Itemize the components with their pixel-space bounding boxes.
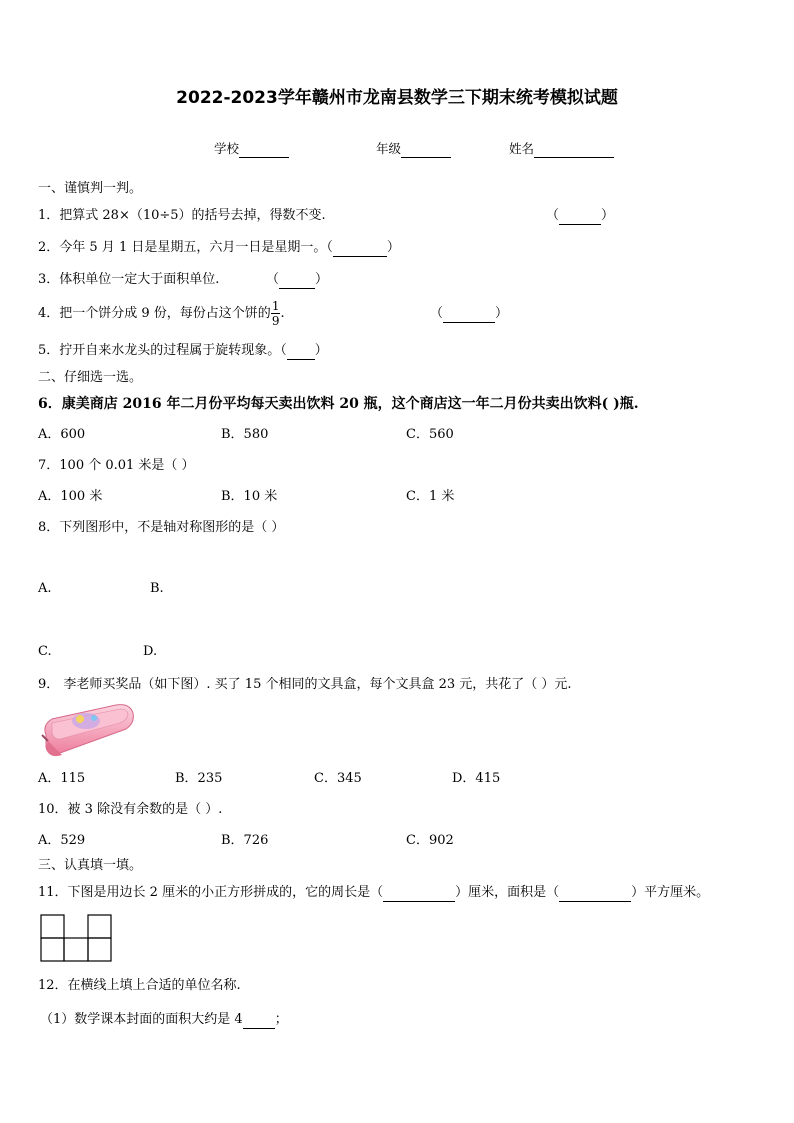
question-11 — [38, 884, 709, 902]
school-blank[interactable] — [239, 143, 289, 158]
option-b[interactable]: B．580 — [221, 427, 269, 442]
name-field — [509, 140, 614, 158]
pencil-case-image — [38, 701, 136, 759]
question-12: 12．在横线上填上合适的单位名称. — [38, 978, 241, 993]
paren-left: （ — [430, 306, 444, 321]
question-11-text-mid: ）厘米，面积是（ — [455, 885, 560, 900]
question-4-text: 4．把一个饼分成 9 份，每份占这个饼的 — [38, 306, 271, 321]
answer-blank[interactable] — [333, 243, 387, 257]
question-9: 9． 李老师买奖品（如下图）. 买了 15 个相同的文具盒，每个文具盒 23 元，共花了（ ）元. — [38, 677, 572, 692]
option-b[interactable]: B. — [150, 581, 164, 596]
grade-field — [376, 140, 451, 158]
paren-left: （ — [546, 208, 560, 223]
option-c[interactable]: C．902 — [406, 833, 454, 848]
question-2 — [38, 239, 400, 257]
option-c[interactable]: C. — [38, 644, 52, 659]
fraction-numerator: 1 — [271, 299, 280, 313]
question-5-text: 5．拧开自来水龙头的过程属于旋转现象。（ — [38, 343, 287, 358]
unit-blank[interactable] — [243, 1015, 275, 1029]
question-3: 3．体积单位一定大于面积单位. — [38, 272, 220, 287]
option-c[interactable]: C．560 — [406, 427, 454, 442]
perimeter-blank[interactable] — [383, 888, 455, 902]
answer-blank[interactable] — [279, 275, 315, 289]
question-11-text: 11．下图是用边长 2 厘米的小正方形拼成的，它的周长是（ — [38, 885, 384, 900]
option-a[interactable]: A．529 — [38, 833, 86, 848]
option-d[interactable]: D. — [143, 644, 158, 659]
question-12-part-1-text: （1）数学课本封面的面积大约是 4 — [40, 1012, 243, 1027]
option-d[interactable]: D．415 — [452, 771, 501, 786]
answer-blank[interactable] — [287, 346, 315, 360]
paren-left: （ — [266, 272, 280, 287]
question-11-text-end: ）平方厘米。 — [631, 885, 710, 900]
question-12-part-1 — [40, 1011, 288, 1029]
name-blank[interactable] — [534, 143, 614, 158]
section-2-heading: 二、仔细选一选。 — [38, 370, 143, 385]
answer-blank[interactable] — [443, 309, 495, 323]
fraction-one-ninth — [271, 299, 281, 328]
question-7: 7．100 个 0.01 米是（ ） — [38, 458, 195, 473]
period: . — [280, 306, 285, 321]
question-6: 6．康美商店 2016 年二月份平均每天卖出饮料 20 瓶，这个商店这一年二月份共卖出饮料( )瓶. — [38, 396, 639, 412]
grade-blank[interactable] — [401, 143, 451, 158]
name-label: 姓名 — [509, 141, 535, 156]
option-b[interactable]: B．10 米 — [221, 489, 278, 504]
question-8: 8．下列图形中，不是轴对称图形的是（ ） — [38, 520, 285, 535]
paren-right: ） — [495, 306, 509, 321]
paren-right: ） — [386, 240, 400, 255]
question-1-answer[interactable] — [546, 207, 614, 225]
question-2-text: 2．今年 5 月 1 日是星期五，六月一日是星期一。（ — [38, 240, 333, 255]
option-c[interactable]: C．1 米 — [406, 489, 455, 504]
area-blank[interactable] — [559, 888, 631, 902]
squares-figure — [40, 914, 112, 962]
semicolon: ； — [274, 1012, 288, 1027]
question-5 — [38, 342, 328, 360]
option-b[interactable]: B．235 — [175, 771, 223, 786]
question-4 — [38, 298, 285, 330]
question-1: 1．把算式 28×（10÷5）的括号去掉，得数不变. — [38, 208, 326, 223]
paren-right: ） — [314, 343, 328, 358]
option-a[interactable]: A. — [38, 581, 52, 596]
question-4-answer[interactable] — [430, 305, 508, 323]
option-a[interactable]: A．100 米 — [38, 489, 103, 504]
paren-right: ） — [315, 272, 329, 287]
school-label: 学校 — [214, 141, 240, 156]
fraction-denominator: 9 — [271, 314, 280, 328]
paren-right: ） — [601, 208, 615, 223]
option-b[interactable]: B．726 — [221, 833, 269, 848]
option-c[interactable]: C．345 — [314, 771, 362, 786]
grade-label: 年级 — [376, 141, 402, 156]
option-a[interactable]: A．115 — [38, 771, 86, 786]
question-10: 10．被 3 除没有余数的是（ ）. — [38, 802, 223, 817]
section-3-heading: 三、认真填一填。 — [38, 858, 143, 873]
answer-blank[interactable] — [559, 211, 601, 225]
section-1-heading: 一、谨慎判一判。 — [38, 181, 143, 196]
question-3-answer[interactable] — [266, 271, 328, 289]
school-field — [214, 140, 289, 158]
option-a[interactable]: A．600 — [38, 427, 86, 442]
page-title: 2022-2023学年赣州市龙南县数学三下期末统考模拟试题 — [176, 88, 618, 108]
